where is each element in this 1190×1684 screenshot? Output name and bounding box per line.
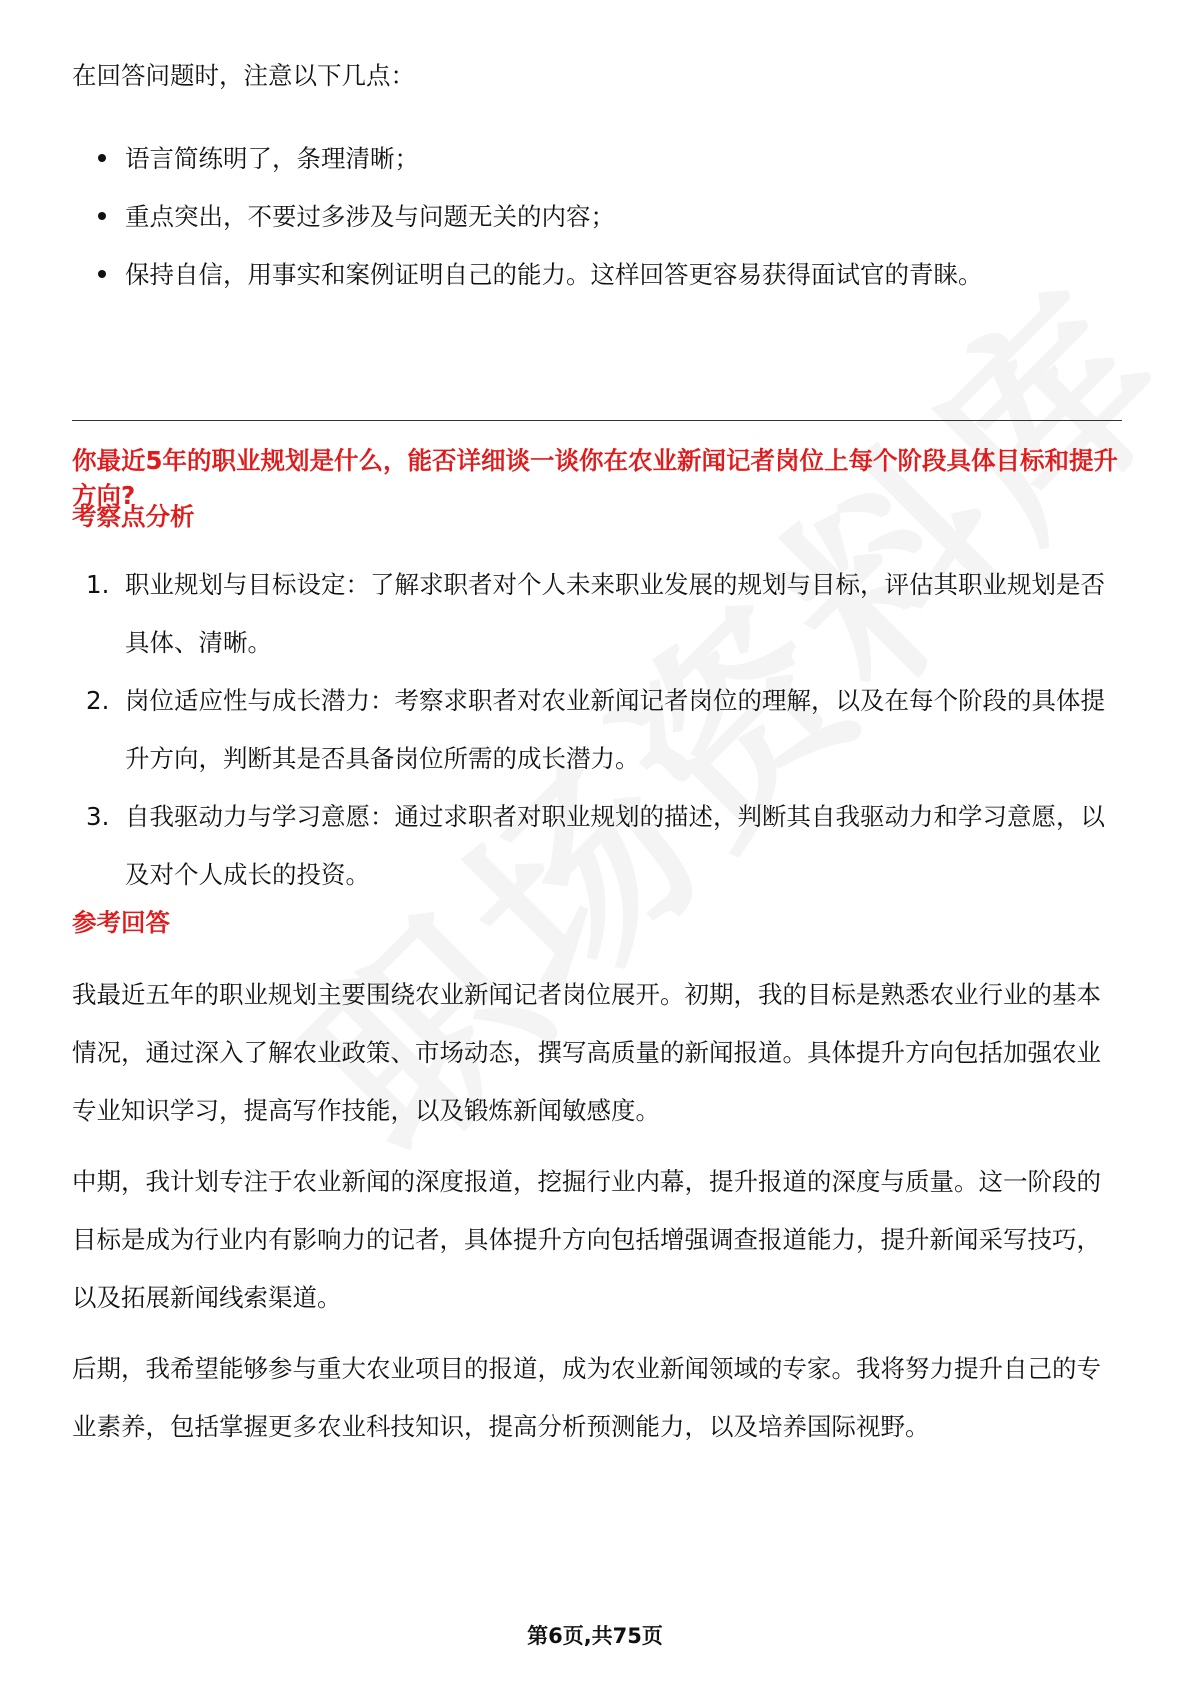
list-item: 保持自信，用事实和案例证明自己的能力。这样回答更容易获得面试官的青睐。 [72,246,1073,304]
analysis-heading: 考察点分析 [72,502,195,531]
page-number: 第6页,共75页 [527,1624,663,1648]
list-item: 1. 职业规划与目标设定：了解求职者对个人未来职业发展的规划与目标，评估其职业规划是否具体、清晰。 [86,570,1105,657]
answer-heading: 参考回答 [72,908,170,937]
section-divider [72,420,1122,421]
bullet-icon [98,212,106,220]
bullet-icon [98,154,106,162]
list-item: 2. 岗位适应性与成长潜力：考察求职者对农业新闻记者岗位的理解，以及在每个阶段的具体提升方向，判断其是否具备岗位所需的成长潜力。 [86,686,1105,773]
analysis-list [72,556,1122,904]
tips-list [72,130,1122,304]
list-item: 语言简练明了，条理清晰； [72,130,1122,188]
answer-paragraph: 我最近五年的职业规划主要围绕农业新闻记者岗位展开。初期，我的目标是熟悉农业行业的基本情况，通过深入了解农业政策、市场动态，撰写高质量的新闻报道。具体提升方向包括加强农业专业知识学习，提高写作技能，以及锻炼新闻敏感度。 [72,980,1101,1125]
answer-paragraph: 后期，我希望能够参与重大农业项目的报道，成为农业新闻领域的专家。我将努力提升自己的专业素养，包括掌握更多农业科技知识，提高分析预测能力，以及培养国际视野。 [72,1354,1101,1441]
answer-paragraph: 中期，我计划专注于农业新闻的深度报道，挖掘行业内幕，提升报道的深度与质量。这一阶段的目标是成为行业内有影响力的记者，具体提升方向包括增强调查报道能力，提升新闻采写技巧，以及拓展新闻线索渠道。 [72,1167,1101,1312]
question-title: 你最近5年的职业规划是什么，能否详细谈一谈你在农业新闻记者岗位上每个阶段具体目标和提升方向? [72,446,1119,510]
bullet-icon [98,270,106,278]
list-item: 重点突出，不要过多涉及与问题无关的内容； [72,188,1122,246]
list-item: 3. 自我驱动力与学习意愿：通过求职者对职业规划的描述，判断其自我驱动力和学习意愿，以及对个人成长的投资。 [86,802,1105,889]
intro-text: 在回答问题时，注意以下几点： [72,61,415,90]
